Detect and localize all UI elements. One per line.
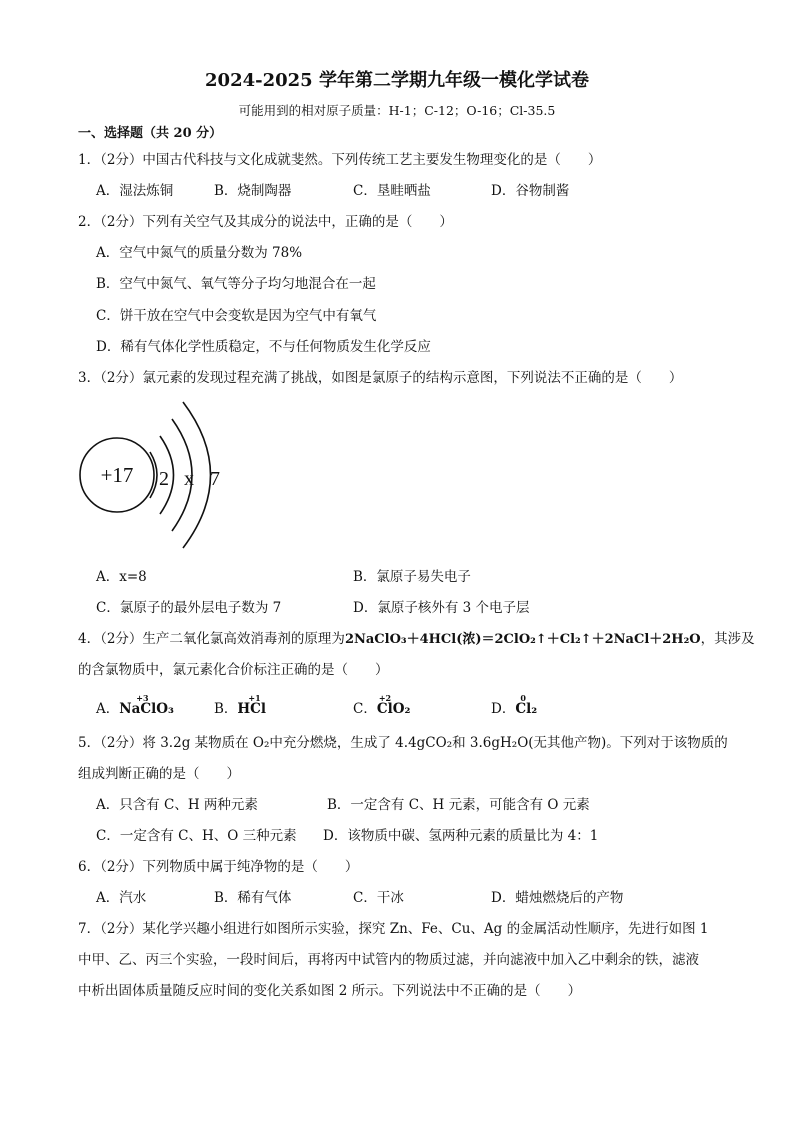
valence-mark: +2 <box>378 693 392 703</box>
question-6-option-b: B．稀有气体 <box>214 890 292 906</box>
question-5-option-d: D．该物质中碳、氢两种元素的质量比为 4：1 <box>323 828 599 844</box>
question-5-option-b: B．一定含有 C、H 元素，可能含有 O 元素 <box>327 797 590 813</box>
chlorine-atom-structure-diagram <box>70 395 230 555</box>
question-3-option-a: A．x=8 <box>96 569 147 585</box>
question-2-option-a: A．空气中氮气的质量分数为 78% <box>96 245 303 261</box>
question-1-option-a: A．湿法炼铜 <box>96 183 174 199</box>
valence-mark: +3 <box>136 693 149 703</box>
question-5-option-a: A．只含有 C、H 两种元素 <box>96 797 258 813</box>
question-2-option-b: B．空气中氮气、氧气等分子均匀地混合在一起 <box>96 276 376 292</box>
question-2-option-d: D．稀有气体化学性质稳定，不与任何物质发生化学反应 <box>96 339 431 355</box>
shell-1-electron-count: 2 <box>159 468 169 490</box>
shell-3-electron-count: 7 <box>210 468 220 490</box>
question-4-option-d: D． 0 Cl₂ <box>491 693 538 717</box>
question-1-stem: 1．（2分）中国古代科技与文化成就斐然。下列传统工艺主要发生物理变化的是（ ） <box>78 152 602 168</box>
shell-2-electron-count: x <box>184 468 194 490</box>
nucleus-charge: +17 <box>100 463 134 487</box>
question-6-option-a: A．汽水 <box>96 890 147 906</box>
question-6-option-d: D．蜡烛燃烧后的产物 <box>491 890 624 906</box>
question-2-option-c: C．饼干放在空气中会变软是因为空气中有氧气 <box>96 308 377 324</box>
question-5-option-c: C．一定含有 C、H、O 三种元素 <box>96 828 297 844</box>
valence-mark: +1 <box>248 693 261 703</box>
question-4-stem-tail: ，其涉及 <box>700 631 755 647</box>
page-title: 2024-2025 学年第二学期九年级一模化学试卷 <box>205 70 589 91</box>
question-5-stem-line-2: 组成判断正确的是（ ） <box>78 766 240 782</box>
question-7-stem-line-2: 中甲、乙、丙三个实验，一段时间后，再将丙中试管内的物质过滤，并向滤液中加入乙中剩余的铁，滤液 <box>78 952 699 968</box>
question-1-option-b: B．烧制陶器 <box>214 183 292 199</box>
question-1-option-c: C．垦畦晒盐 <box>353 183 431 199</box>
question-4-equation: 2NaClO₃＋4HCl(浓)＝2ClO₂↑＋Cl₂↑＋2NaCl＋2H₂O <box>344 632 701 647</box>
question-4-option-a: A． +3 NaClO₃ <box>96 693 174 717</box>
page-subtitle: 可能用到的相对原子质量：H-1；C-12；O-16；Cl-35.5 <box>238 103 556 118</box>
question-3-option-d: D．氯原子核外有 3 个电子层 <box>353 600 530 616</box>
question-7-stem-line-3: 中析出固体质量随反应时间的变化关系如图 2 所示。下列说法中不正确的是（ ） <box>78 983 582 999</box>
question-3-stem: 3．（2分）氯元素的发现过程充满了挑战，如图是氯原子的结构示意图，下列说法不正确的是（ ） <box>78 370 683 386</box>
section-heading: 一、选择题（共 20 分） <box>78 126 223 141</box>
question-1-option-d: D．谷物制酱 <box>491 183 570 199</box>
question-4-stem-line-1 <box>78 627 755 647</box>
question-6-option-c: C．干冰 <box>353 890 404 906</box>
question-5-stem-line-1: 5．（2分）将 3.2g 某物质在 O₂中充分燃烧，生成了 4.4gCO₂和 3.6gH₂O(无其他产物)。下列对于该物质的 <box>78 735 728 751</box>
question-4-stem-intro: 4．（2分）生产二氧化氯高效消毒剂的原理为 <box>78 631 345 647</box>
question-4-option-c: C． +2 ClO₂ <box>353 693 411 717</box>
valence-mark: 0 <box>520 693 526 703</box>
question-6-stem: 6．（2分）下列物质中属于纯净物的是（ ） <box>78 859 359 875</box>
question-3-option-b: B．氯原子易失电子 <box>353 569 471 585</box>
question-2-stem: 2．（2分）下列有关空气及其成分的说法中，正确的是（ ） <box>78 214 453 230</box>
question-3-option-c: C．氯原子的最外层电子数为 7 <box>96 600 282 616</box>
question-4-option-b: B． +1 HCl <box>214 693 267 717</box>
question-7-stem-line-1: 7．（2分）某化学兴趣小组进行如图所示实验，探究 Zn、Fe、Cu、Ag 的金属活动性顺序，先进行如图 1 <box>78 921 709 937</box>
question-4-stem-line-2: 的含氯物质中，氯元素化合价标注正确的是（ ） <box>78 662 389 678</box>
